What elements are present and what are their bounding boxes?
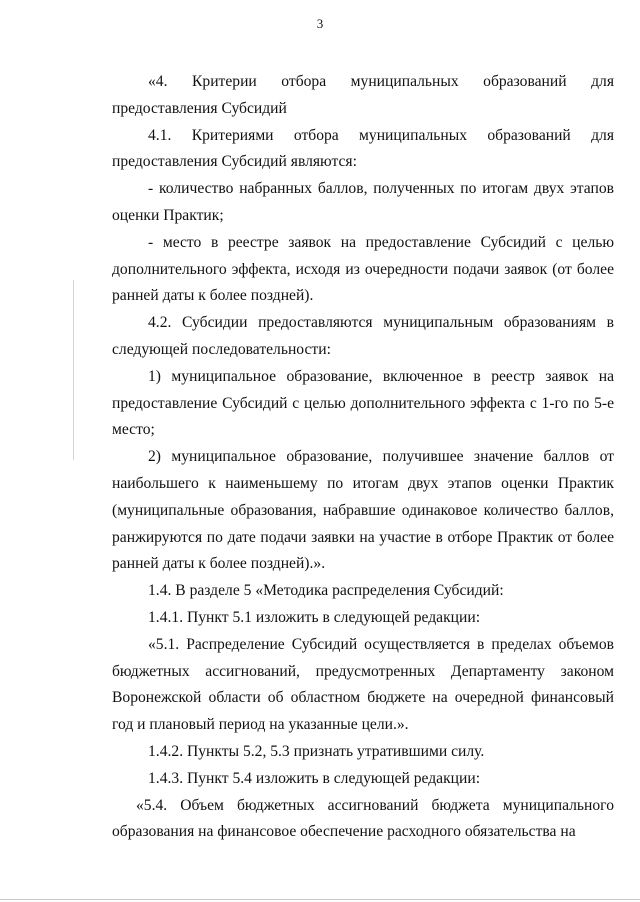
paragraph-1-4-1: 1.4.1. Пункт 5.1 изложить в следующей редакции: <box>148 608 481 626</box>
paragraph-4-2: 4.2. Субсидии предоставляются муниципальным образованиям в следующей последовательности: <box>112 314 614 358</box>
margin-scan-line <box>73 280 74 460</box>
criterion-item-2: - место в реестре заявок на предоставление Субсидий с целью дополнительного эффекта, исходя из очередности подачи заявок (от более ранней даты к более поздней). <box>112 233 614 305</box>
paragraph-1-4: 1.4. В разделе 5 «Методика распределения Субсидий: <box>148 582 504 600</box>
document-body <box>112 69 614 846</box>
page-number: 3 <box>316 16 324 31</box>
paragraph-5-1-text: «5.1. Распределение Субсидий осуществляется в пределах объемов бюджетных ассигнований, предусмотренных Департаменту законом Воронежской области об областном бюджете на очередной финансовый год и плановый период на указанные цели.». <box>112 635 614 734</box>
section-4-heading: «4. Критерии отбора муниципальных образований для предоставления Субсидий <box>112 73 614 117</box>
paragraph-4-1: 4.1. Критериями отбора муниципальных образований для предоставления Субсидий являются: <box>112 126 614 171</box>
paragraph-1-4-3: 1.4.3. Пункт 5.4 изложить в следующей редакции: <box>148 769 481 787</box>
criterion-item-1: - количество набранных баллов, полученных по итогам двух этапов оценки Практик; <box>112 180 614 224</box>
scan-bottom-edge <box>0 899 640 900</box>
paragraph-1-4-2: 1.4.2. Пункты 5.2, 5.3 признать утратившими силу. <box>148 742 485 760</box>
paragraph-5-4-text: «5.4. Объем бюджетных ассигнований бюджета муниципального образования на финансовое обеспечение расходного обязательства на <box>112 796 614 841</box>
order-item-1: 1) муниципальное образование, включенное в реестр заявок на предоставление Субсидий с целью дополнительного эффекта с 1-го по 5-е место; <box>112 367 614 439</box>
order-item-2: 2) муниципальное образование, получившее значение баллов от наибольшего к наименьшему по итогам двух этапов оценки Практик (муниципальные образования, набравшие одинаковое количество баллов, ранжируются по дате подачи заявки на участие в отборе Практик от более ранней даты к более поздней).». <box>112 448 614 573</box>
